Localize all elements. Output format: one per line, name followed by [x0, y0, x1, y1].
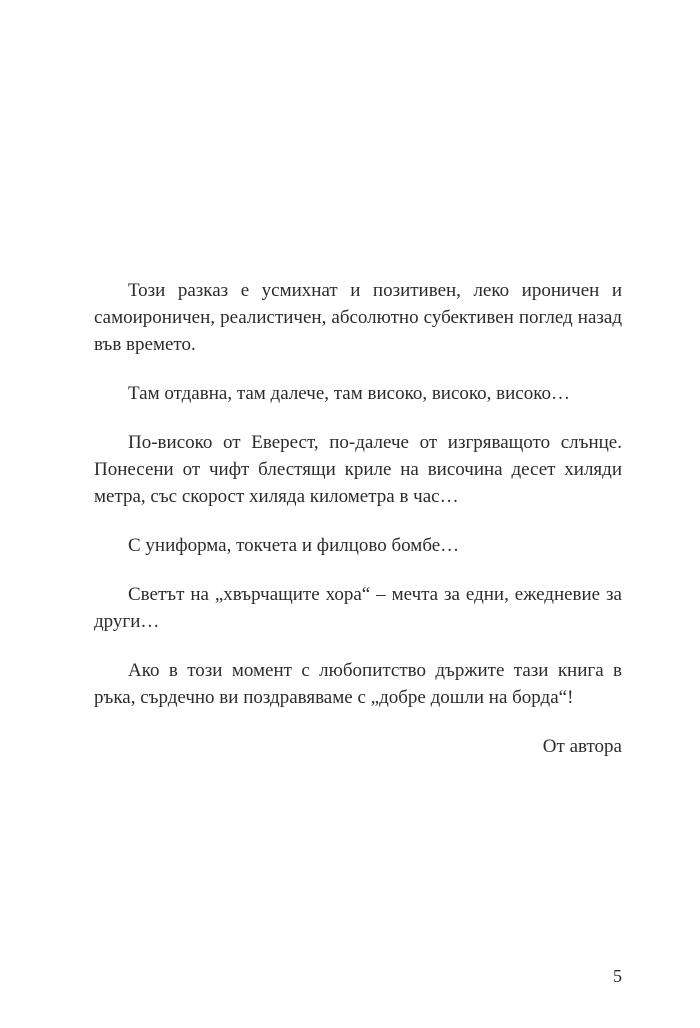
paragraph-3: По-високо от Еверест, по-далече от изгряващото слънце. Понесени от чифт блестящи криле на височина десет хиляди метра, със скорост хиляда километра в час…	[94, 432, 622, 507]
paragraph-6: Ако в този момент с любопитство държите тази книга в ръка, сърдечно ви поздравяваме с „добре дошли на борда“!	[94, 660, 622, 708]
paragraph-4: С униформа, токчета и филцово бомбе…	[128, 535, 460, 556]
paragraph-1: Този разказ е усмихнат и позитивен, леко ироничен и самоироничен, реалистичен, абсолютно субективен поглед назад във времето.	[94, 280, 622, 355]
author-signature: От автора	[542, 736, 622, 757]
paragraph-5: Светът на „хвърчащите хора“ – мечта за едни, ежедневие за други…	[94, 584, 622, 632]
page-number: 5	[613, 966, 622, 986]
main-text	[94, 277, 622, 760]
paragraph-2: Там отдавна, там далече, там високо, високо, високо…	[128, 383, 571, 404]
